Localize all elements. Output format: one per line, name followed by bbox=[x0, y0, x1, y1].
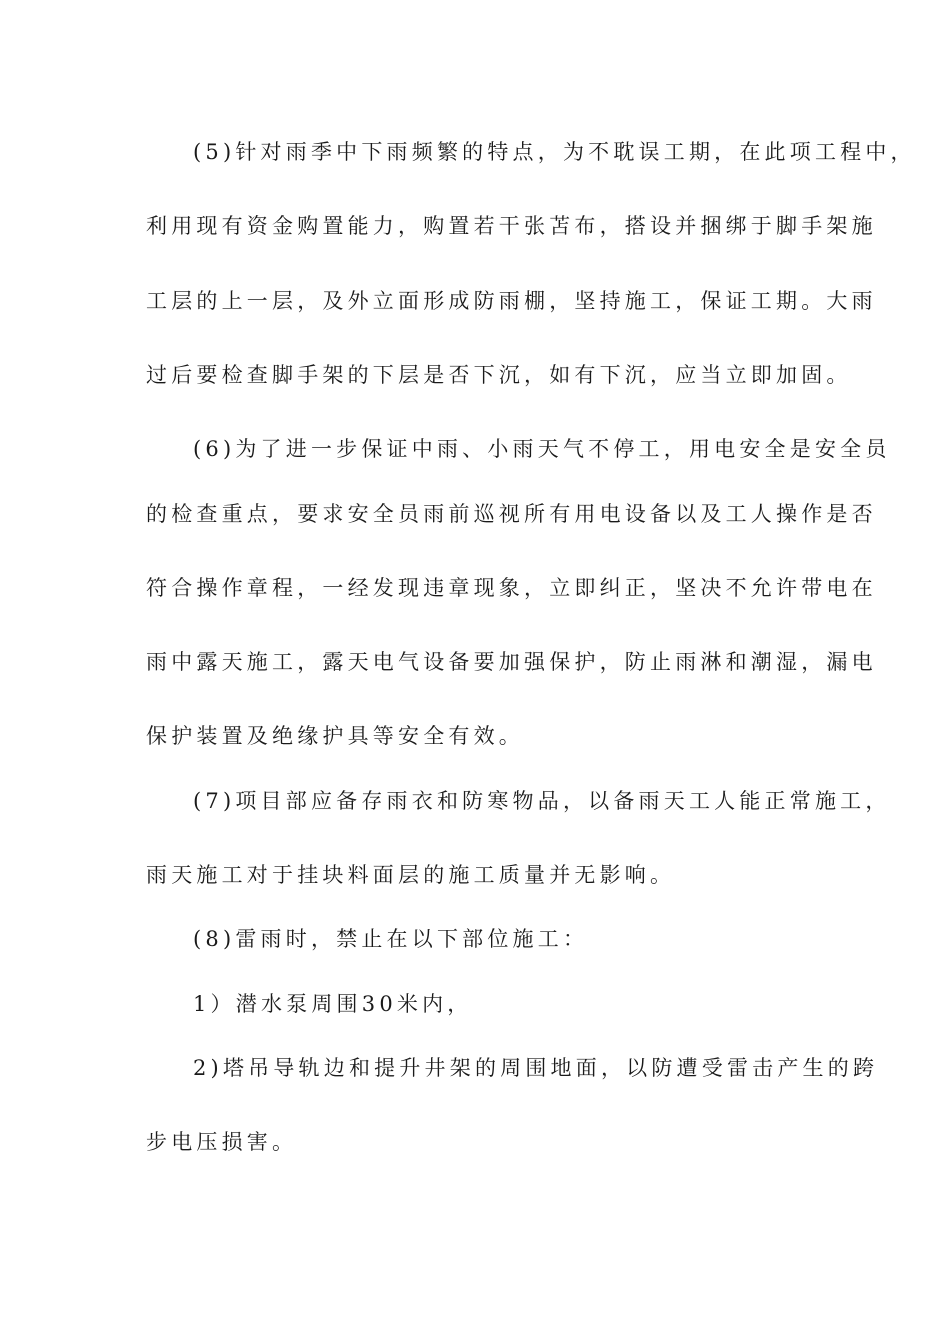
paragraph-7-line-1: (7)项目部应备存雨衣和防寒物品，以备雨天工人能正常施工， bbox=[193, 789, 891, 813]
paragraph-6-line-5: 保护装置及绝缘护具等安全有效。 bbox=[146, 724, 524, 748]
paragraph-8: (8)雷雨时，禁止在以下部位施工： bbox=[193, 927, 589, 951]
paragraph-6-line-1: (6)为了进一步保证中雨、小雨天气不停工，用电安全是安全员 bbox=[193, 437, 891, 461]
paragraph-5-line-2: 利用现有资金购置能力，购置若干张苫布，搭设并捆绑于脚手架施 bbox=[146, 214, 877, 238]
item-2-line-1: 2)塔吊导轨边和提升井架的周围地面，以防遭受雷击产生的跨 bbox=[193, 1056, 879, 1080]
paragraph-5-line-3: 工层的上一层，及外立面形成防雨棚，坚持施工，保证工期。大雨 bbox=[146, 289, 877, 313]
paragraph-5-line-4: 过后要检查脚手架的下层是否下沉，如有下沉，应当立即加固。 bbox=[146, 363, 852, 387]
paragraph-5-line-1: (5)针对雨季中下雨频繁的特点，为不耽误工期，在此项工程中， bbox=[193, 140, 916, 164]
item-2-line-2: 步电压损害。 bbox=[146, 1130, 298, 1154]
paragraph-6-line-2: 的检查重点，要求安全员雨前巡视所有用电设备以及工人操作是否 bbox=[146, 502, 877, 526]
item-1: 1）潜水泵周围30米内， bbox=[193, 992, 473, 1016]
paragraph-6-line-4: 雨中露天施工，露天电气设备要加强保护，防止雨淋和潮湿，漏电 bbox=[146, 650, 877, 674]
paragraph-7-line-2: 雨天施工对于挂块料面层的施工质量并无影响。 bbox=[146, 863, 676, 887]
paragraph-6-line-3: 符合操作章程，一经发现违章现象，立即纠正，坚决不允许带电在 bbox=[146, 576, 877, 600]
